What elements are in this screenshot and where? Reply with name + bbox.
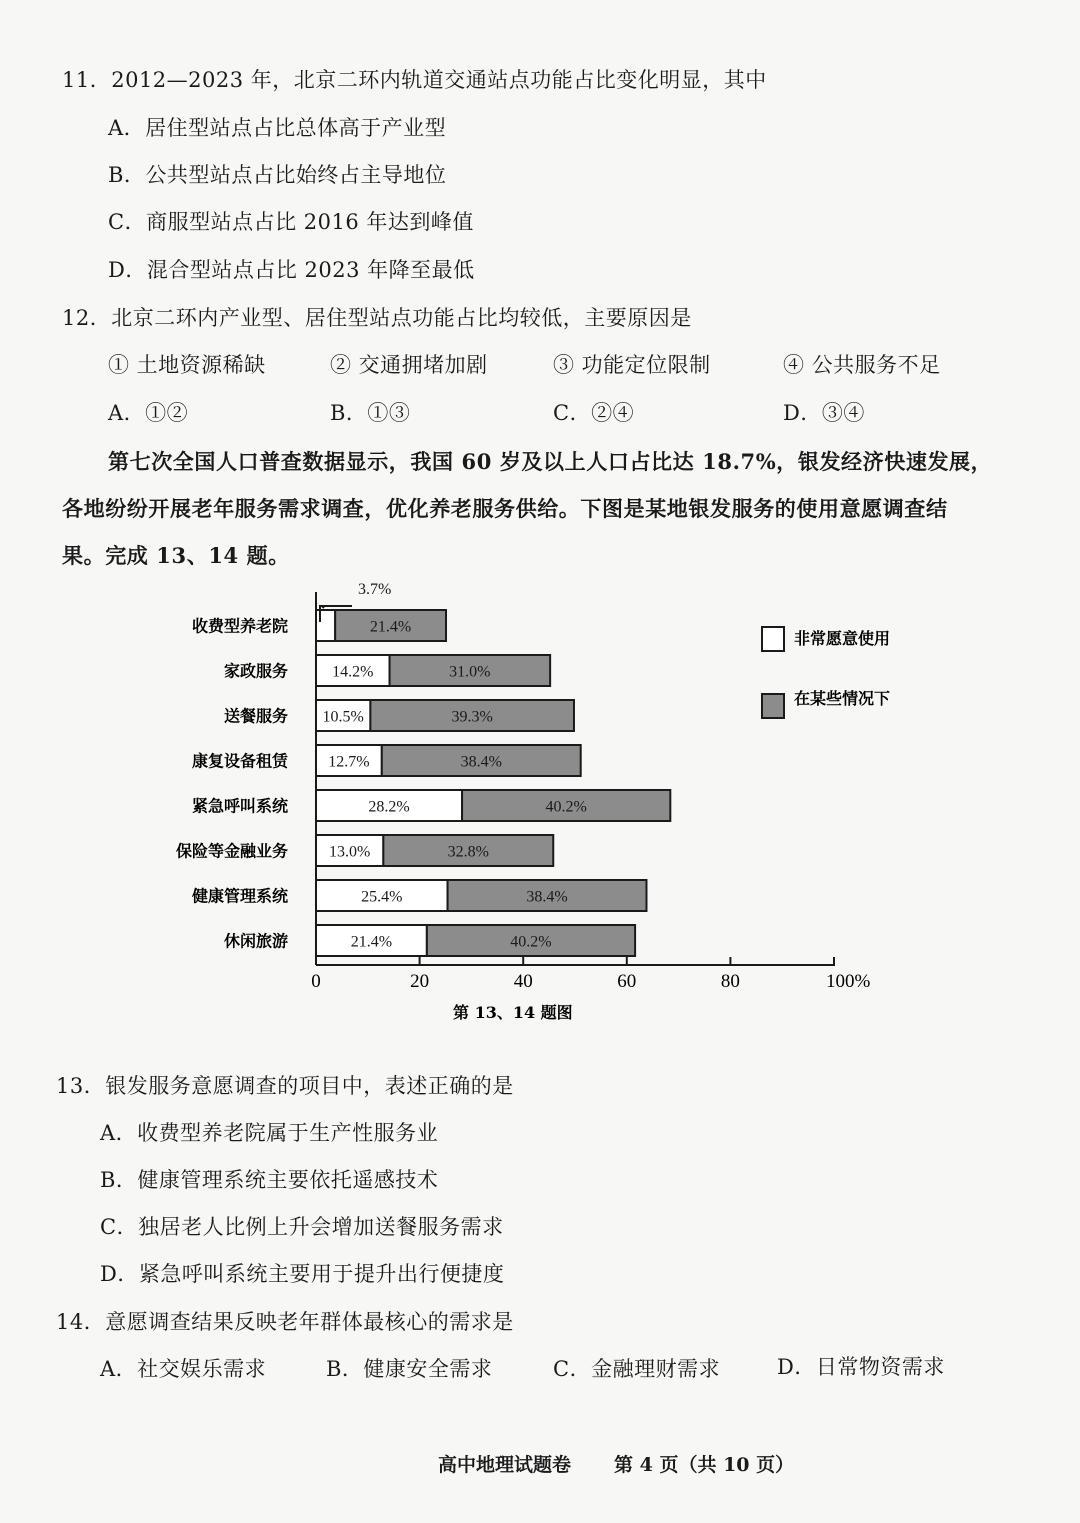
q14-option-c: C．金融理财需求 [553, 1357, 721, 1381]
x-tick-label: 0 [311, 971, 321, 992]
bar-chart [130, 570, 950, 1030]
category-label: 收费型养老院 [191, 616, 288, 636]
value-label-some-cases: 40.2% [545, 798, 587, 816]
value-label-some-cases: 21.4% [369, 618, 412, 636]
value-label-some-cases: 32.8% [447, 843, 489, 861]
q12-option-d: D．③④ [783, 401, 865, 425]
category-label: 保险等金融业务 [175, 841, 288, 861]
intro-line-1: 第七次全国人口普查数据显示，我国 60 岁及以上人口占比达 18.7%，银发经济快速发展， [108, 449, 993, 474]
footer-page-number: 第 4 页（共 10 页） [614, 1454, 795, 1476]
value-label-some-cases: 39.3% [451, 708, 493, 726]
q12-item-3: ③ 功能定位限制 [553, 353, 711, 377]
value-label-very-willing: 12.7% [328, 753, 370, 771]
q12-option-b: B．①③ [330, 401, 411, 425]
x-tick-label: 40 [513, 971, 533, 992]
q11-option-c: C．商服型站点占比 2016 年达到峰值 [108, 210, 474, 234]
legend-swatch-gray [762, 694, 784, 718]
x-tick-label: 100% [826, 971, 871, 992]
value-label-very-willing: 25.4% [361, 888, 403, 906]
category-label: 休闲旅游 [223, 931, 288, 951]
value-label-very-willing: 10.5% [322, 708, 364, 726]
legend-swatch-white [762, 627, 784, 651]
q14-option-b: B．健康安全需求 [326, 1357, 493, 1381]
category-label: 家政服务 [223, 661, 288, 681]
q11-option-b: B．公共型站点占比始终占主导地位 [108, 163, 447, 187]
footer-title: 高中地理试题卷 [438, 1454, 572, 1476]
q12-item-2: ② 交通拥堵加剧 [330, 353, 488, 377]
q12-stem: 12．北京二环内产业型、居住型站点功能占比均较低，主要原因是 [62, 306, 692, 330]
q11-option-a: A．居住型站点占比总体高于产业型 [108, 116, 447, 140]
q13-stem: 13．银发服务意愿调查的项目中，表述正确的是 [56, 1074, 514, 1098]
q14-stem: 14．意愿调查结果反映老年群体最核心的需求是 [56, 1310, 514, 1334]
chart-caption: 第 13、14 题图 [453, 1003, 573, 1022]
legend-label-some-cases: 在某些情况下 [794, 689, 891, 708]
value-label-very-willing: 13.0% [329, 843, 371, 861]
q13-option-d: D．紧急呼叫系统主要用于提升出行便捷度 [100, 1262, 505, 1286]
legend-label-very-willing: 非常愿意使用 [794, 629, 891, 648]
intro-line-3: 果。完成 13、14 题。 [62, 543, 290, 568]
value-label-some-cases: 40.2% [510, 933, 552, 951]
intro-line-2: 各地纷纷开展老年服务需求调查，优化养老服务供给。下图是某地银发服务的使用意愿调查结 [62, 496, 948, 521]
q13-option-a: A．收费型养老院属于生产性服务业 [100, 1121, 439, 1145]
q12-item-4: ④ 公共服务不足 [783, 353, 941, 377]
q12-option-a: A．①② [108, 401, 189, 425]
q14-option-d: D．日常物资需求 [777, 1355, 945, 1379]
value-label-very-willing: 3.7% [358, 581, 392, 598]
value-label-very-willing: 14.2% [332, 663, 374, 681]
x-tick-label: 60 [617, 971, 637, 992]
q11-stem: 11．2012—2023 年，北京二环内轨道交通站点功能占比变化明显，其中 [62, 68, 767, 92]
q12-option-c: C．②④ [553, 401, 635, 425]
bar-very-willing [316, 610, 335, 641]
category-label: 健康管理系统 [191, 886, 288, 906]
q13-option-c: C．独居老人比例上升会增加送餐服务需求 [100, 1215, 504, 1239]
value-label-some-cases: 38.4% [526, 888, 568, 906]
value-label-some-cases: 31.0% [449, 663, 491, 681]
q13-option-b: B．健康管理系统主要依托遥感技术 [100, 1168, 439, 1192]
q12-item-1: ① 土地资源稀缺 [108, 353, 266, 377]
value-label-very-willing: 28.2% [368, 798, 410, 816]
q11-option-d: D．混合型站点占比 2023 年降至最低 [108, 258, 475, 282]
category-label: 紧急呼叫系统 [191, 796, 288, 816]
value-label-very-willing: 21.4% [350, 933, 393, 951]
x-tick-label: 80 [720, 971, 740, 992]
q14-option-a: A．社交娱乐需求 [100, 1357, 267, 1381]
category-label: 康复设备租赁 [191, 751, 288, 771]
category-label: 送餐服务 [223, 706, 288, 726]
x-axis-ticks [311, 957, 870, 992]
value-label-some-cases: 38.4% [460, 753, 502, 771]
x-tick-label: 20 [410, 971, 430, 992]
chart-bars [176, 581, 670, 956]
